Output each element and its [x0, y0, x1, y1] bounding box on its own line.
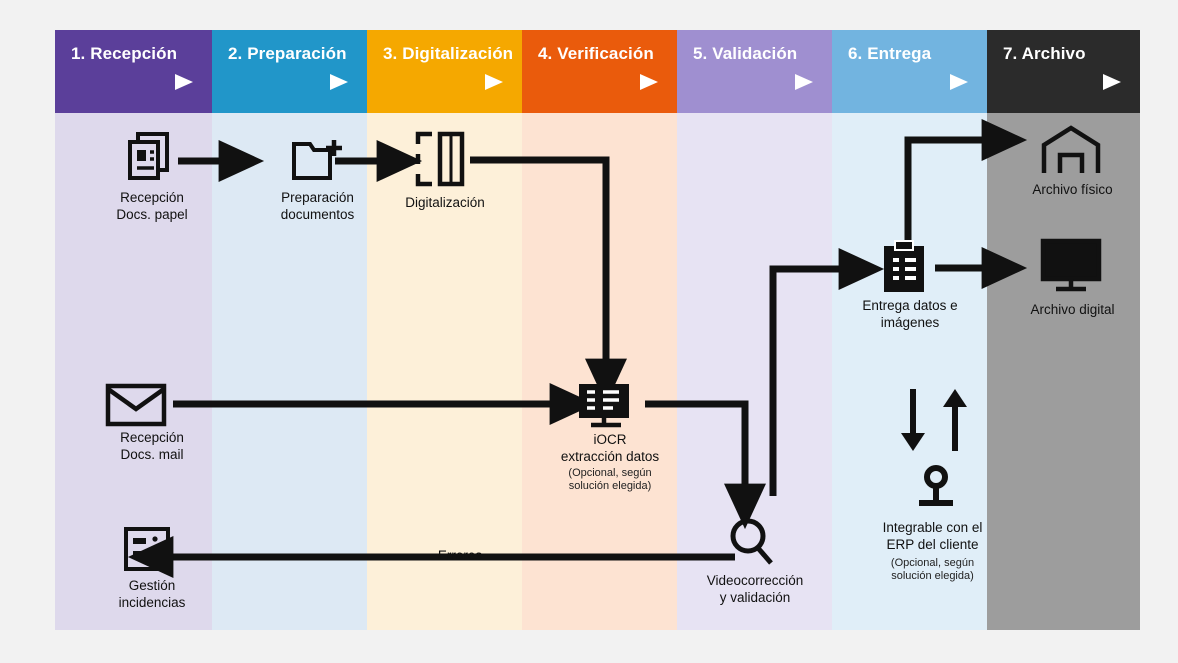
- stage-header-recepcion: [55, 30, 212, 113]
- stage-header-verificacion: [522, 30, 677, 113]
- stage-title-preparacion: 2. Preparación: [228, 44, 347, 63]
- stage-body-digitalizacion: [367, 113, 522, 630]
- node-label-recepcion-papel: Recepción Docs. papel: [116, 190, 188, 222]
- stage-title-validacion: 5. Validación: [693, 44, 798, 63]
- node-label-preparacion-documentos: Preparación documentos: [280, 190, 355, 222]
- node-label-archivo-fisico: Archivo físico: [1032, 182, 1113, 197]
- stage-columns: [55, 30, 1140, 630]
- stage-title-recepcion: 1. Recepción: [71, 44, 178, 63]
- stage-header-archivo: [987, 30, 1140, 113]
- stage-title-archivo: 7. Archivo: [1003, 44, 1086, 63]
- stage-arrow-icon: [947, 72, 971, 97]
- stage-arrow-icon: [172, 72, 196, 97]
- stage-header-digitalizacion: [367, 30, 522, 113]
- node-label-archivo-digital: Archivo digital: [1030, 302, 1115, 317]
- stage-column-validacion: [677, 30, 832, 630]
- node-label-digitalizacion: Digitalización: [405, 195, 485, 210]
- node-label-recepcion-mail: Recepción Docs. mail: [120, 430, 184, 462]
- node-label-iocr: iOCR extracción datos: [560, 432, 660, 464]
- stage-header-entrega: [832, 30, 987, 113]
- stage-body-preparacion: [212, 113, 367, 630]
- stage-column-digitalizacion: [367, 30, 522, 630]
- stage-title-verificacion: 4. Verificación: [538, 44, 654, 63]
- stage-title-entrega: 6. Entrega: [848, 44, 932, 63]
- node-sublabel-erp-integration: (Opcional, según solución elegida): [890, 557, 975, 583]
- stage-column-entrega: [832, 30, 987, 630]
- stage-arrow-icon: [482, 72, 506, 97]
- stage-body-verificacion: [522, 113, 677, 630]
- node-label-videocorreccion: Videocorrección y validación: [706, 573, 804, 605]
- stage-body-archivo: [987, 113, 1140, 630]
- stage-arrow-icon: [1100, 72, 1124, 97]
- stage-arrow-icon: [327, 72, 351, 97]
- stage-column-verificacion: [522, 30, 677, 630]
- stage-header-preparacion: [212, 30, 367, 113]
- stage-column-preparacion: [212, 30, 367, 630]
- stage-arrow-icon: [792, 72, 816, 97]
- stage-column-archivo: [987, 30, 1140, 630]
- node-label-erp-integration: Integrable con el ERP del cliente: [882, 520, 983, 552]
- stage-body-recepcion: [55, 113, 212, 630]
- node-sublabel-iocr: (Opcional, según solución elegida): [568, 467, 652, 493]
- node-label-entrega-datos: Entrega datos e imágenes: [862, 298, 958, 330]
- stage-header-validacion: [677, 30, 832, 113]
- stage-body-validacion: [677, 113, 832, 630]
- stage-column-recepcion: [55, 30, 212, 630]
- stage-title-digitalizacion: 3. Digitalización: [383, 44, 514, 63]
- stage-body-entrega: [832, 113, 987, 630]
- node-label-gestion-incidencias: Gestión incidencias: [118, 578, 186, 610]
- connector-label-errores: Errores: [437, 548, 483, 563]
- process-flow-diagram: [55, 30, 1140, 630]
- stage-arrow-icon: [637, 72, 661, 97]
